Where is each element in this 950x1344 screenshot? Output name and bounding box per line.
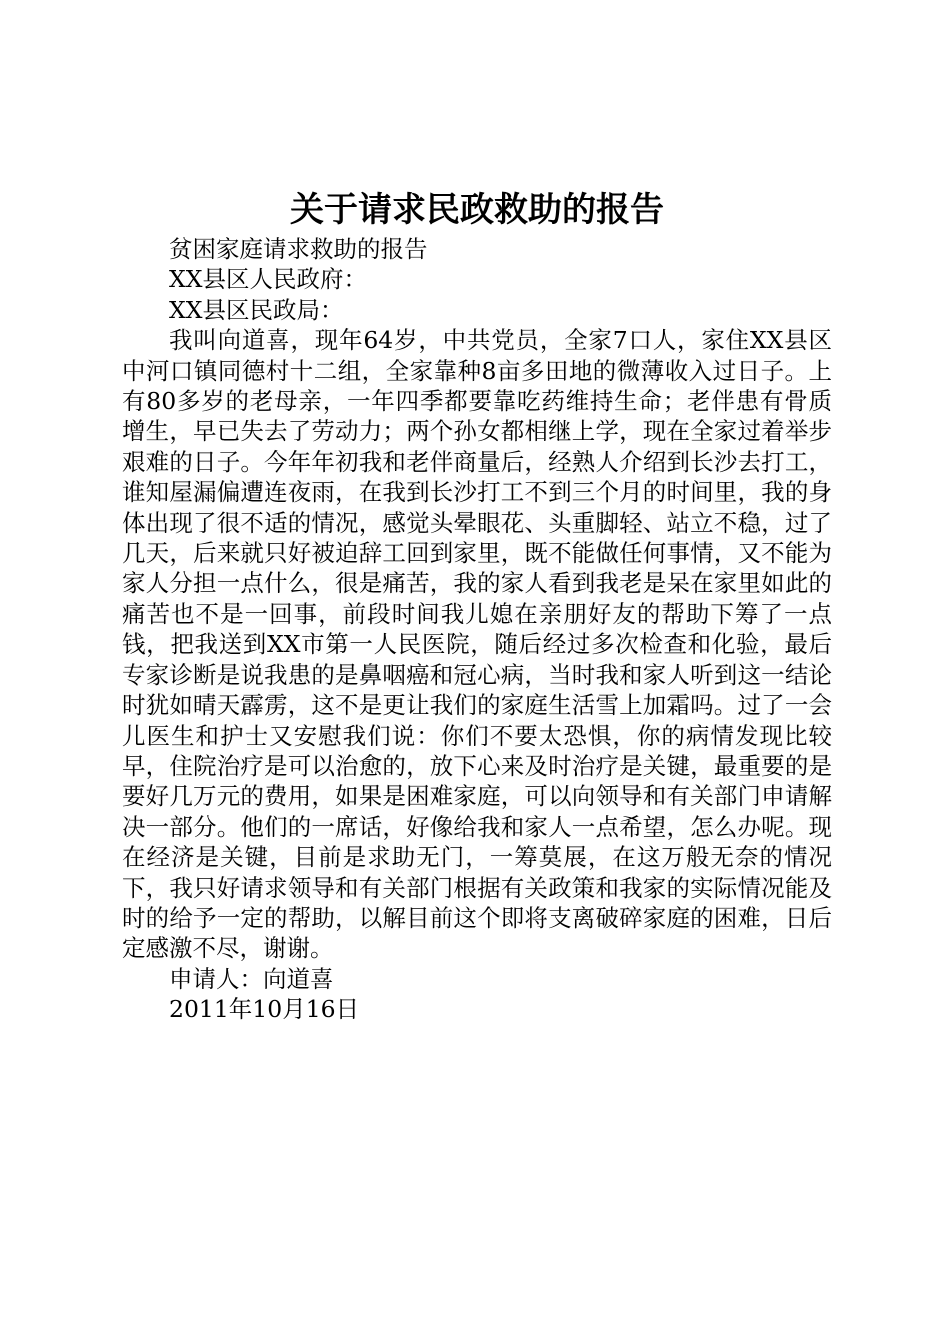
document-subtitle: 贫困家庭请求救助的报告 <box>169 235 428 263</box>
salutation-county-government: XX县区人民政府： <box>169 265 367 294</box>
applicant-line: 申请人：向道喜 <box>169 964 334 993</box>
document-page <box>122 186 832 1025</box>
date-line: 2011年10月16日 <box>169 995 360 1024</box>
salutation-civil-affairs-bureau: XX县区民政局： <box>169 295 344 324</box>
document-title: 关于请求民政救助的报告 <box>290 190 664 230</box>
body-paragraph: 我叫向道喜，现年64岁，中共党员，全家7口人，家住XX县区中河口镇同德村十二组，全家靠种8亩多田地的微薄收入过日子。上有80多岁的老母亲，一年四季都要靠吃药维持生命；老伴患有骨质增生，早已失去了劳动力；两个孙女都相继上学，现在全家过着举步艰难的日子。今年年初我和老伴商量后，经熟人介绍到长沙去打工，谁知屋漏偏遭连夜雨，在我到长沙打工不到三个月的时间里，我的身体出现了很不适的情况，感觉头晕眼花、头重脚轻、站立不稳，过了几天，后来就只好被迫辞工回到家里，既不能做任何事情，又不能为家人分担一点什么，很是痛苦，我的家人看到我老是呆在家里如此的痛苦也不是一回事，前段时间我儿媳在亲朋好友的帮助下筹了一点钱，把我送到XX市第一人民医院，随后经过多次检查和化验，最后专家诊断是说我患的是鼻咽癌和冠心病，当时我和家人听到这一结论时犹如晴天霹雳，这不是更让我们的家庭生活雪上加霜吗。过了一会儿医生和护士又安慰我们说：你们不要太恐惧，你的病情发现比较早，住院治疗是可以治愈的，放下心来及时治疗是关键，最重要的是要好几万元的费用，如果是困难家庭，可以向领导和有关部门申请解决一部分。他们的一席话，好像给我和家人一点希望，怎么办呢。现在经济是关键，目前是求助无门，一筹莫展，在这万般无奈的情况下，我只好请求领导和有关部门根据有关政策和我家的实际情况能及时的给予一定的帮助，以解目前这个即将支离破碎家庭的困难，日后定感激不尽，谢谢。 <box>122 326 832 963</box>
